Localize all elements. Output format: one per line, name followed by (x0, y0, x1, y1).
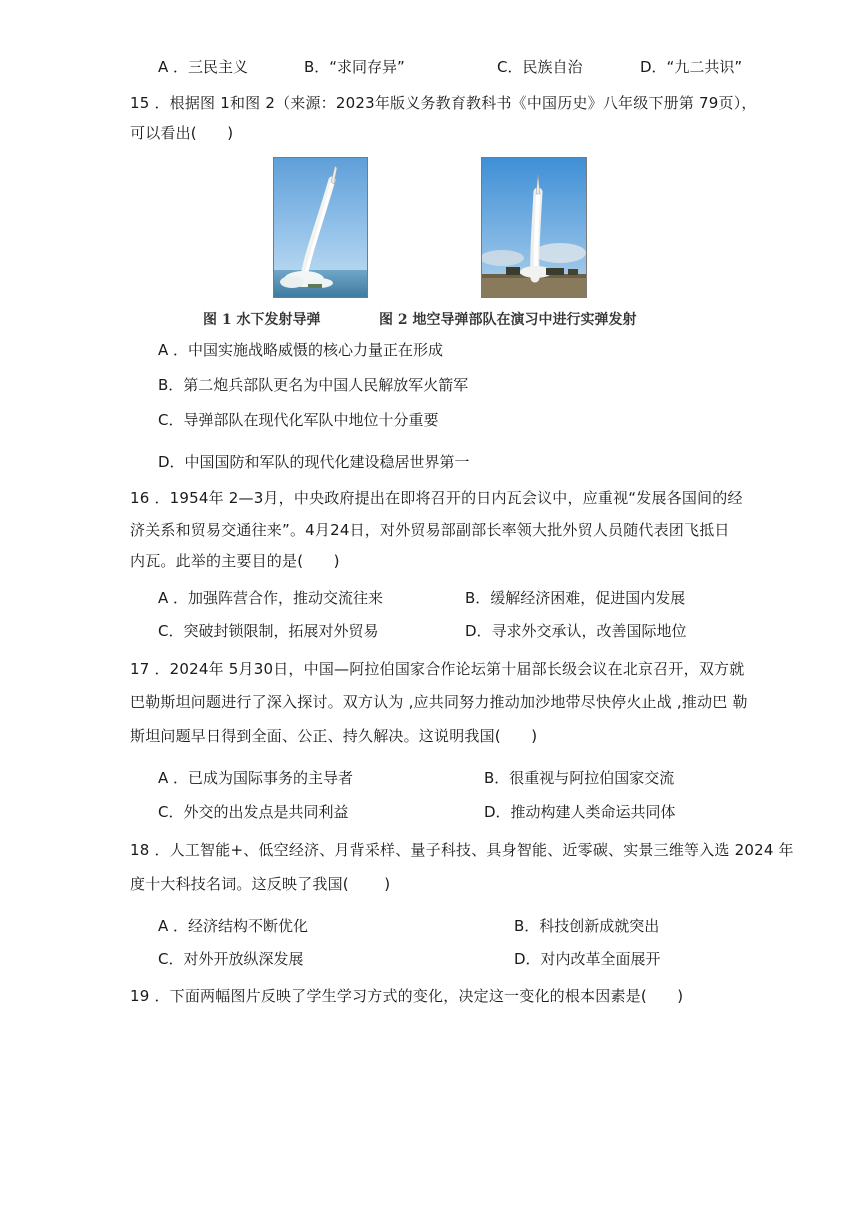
q14-option-c: C．民族自治 (497, 58, 583, 76)
q16-option-d: D．寻求外交承认，改善国际地位 (465, 622, 687, 640)
figure-2-caption: 图 2 地空导弹部队在演习中进行实弹发射 (379, 312, 637, 328)
q17-option-d: D．推动构建人类命运共同体 (484, 803, 676, 821)
q18-option-d: D．对内改革全面展开 (514, 950, 661, 968)
q16-stem-line-1: 16 ．1954年 2—3月，中央政府提出在即将召开的日内瓦会议中，应重视“发展各国间的经 (130, 489, 743, 507)
q14-option-d: D．“九二共识” (640, 58, 743, 76)
q15-option-c: C．导弹部队在现代化军队中地位十分重要 (158, 411, 439, 429)
q15-stem-line-1: 15 ．根据图 1和图 2（来源：2023年版义务教育教科书《中国历史》八年级下册第 79页）， (130, 94, 757, 112)
q15-option-d: D．中国国防和军队的现代化建设稳居世界第一 (158, 453, 470, 471)
q17-option-a: A ．已成为国际事务的主导者 (158, 769, 354, 787)
q16-stem-line-3: 内瓦。此举的主要目的是( ) (130, 552, 340, 570)
q15-option-b: B．第二炮兵部队更名为中国人民解放军火箭军 (158, 376, 469, 394)
q14-option-b: B．“求同存异” (304, 58, 405, 76)
q14-option-a: A ．三民主义 (158, 58, 249, 76)
q17-option-b: B．很重视与阿拉伯国家交流 (484, 769, 675, 787)
q15-stem-line-2: 可以看出( ) (130, 124, 234, 142)
q18-stem-line-2: 度十大科技名词。这反映了我国( ) (130, 875, 391, 893)
q18-option-c: C．对外开放纵深发展 (158, 950, 304, 968)
q17-stem-line-2: 巴勒斯坦问题进行了深入探讨。双方认为 ,应共同努力推动加沙地带尽快停火止战 ,推动巴 勒 (130, 693, 748, 711)
figure-1-caption: 图 1 水下发射导弹 (203, 312, 321, 328)
q18-option-b: B．科技创新成就突出 (514, 917, 660, 935)
ground-missile-launch-photo (481, 157, 587, 298)
q18-stem-line-1: 18 ．人工智能+、低空经济、月背采样、量子科技、具身智能、近零碳、实景三维等入选 2024 年 (130, 841, 794, 859)
q15-option-a: A ．中国实施战略威慑的核心力量正在形成 (158, 341, 444, 359)
q16-option-c: C．突破封锁限制，拓展对外贸易 (158, 622, 379, 640)
q17-stem-line-3: 斯坦问题早日得到全面、公正、持久解决。这说明我国( ) (130, 727, 538, 745)
q16-option-b: B．缓解经济困难，促进国内发展 (465, 589, 686, 607)
q16-stem-line-2: 济关系和贸易交通往来”。4月24日，对外贸易部副部长率领大批外贸人员随代表团飞抵日 (130, 521, 730, 539)
q18-option-a: A ．经济结构不断优化 (158, 917, 309, 935)
q16-option-a: A ．加强阵营合作，推动交流往来 (158, 589, 384, 607)
q19-stem-line-1: 19 ．下面两幅图片反映了学生学习方式的变化，决定这一变化的根本因素是( ) (130, 987, 684, 1005)
q17-option-c: C．外交的出发点是共同利益 (158, 803, 349, 821)
q17-stem-line-1: 17 ．2024年 5月30日，中国—阿拉伯国家合作论坛第十届部长级会议在北京召开，双方就 (130, 660, 745, 678)
underwater-missile-launch-photo (273, 157, 368, 298)
